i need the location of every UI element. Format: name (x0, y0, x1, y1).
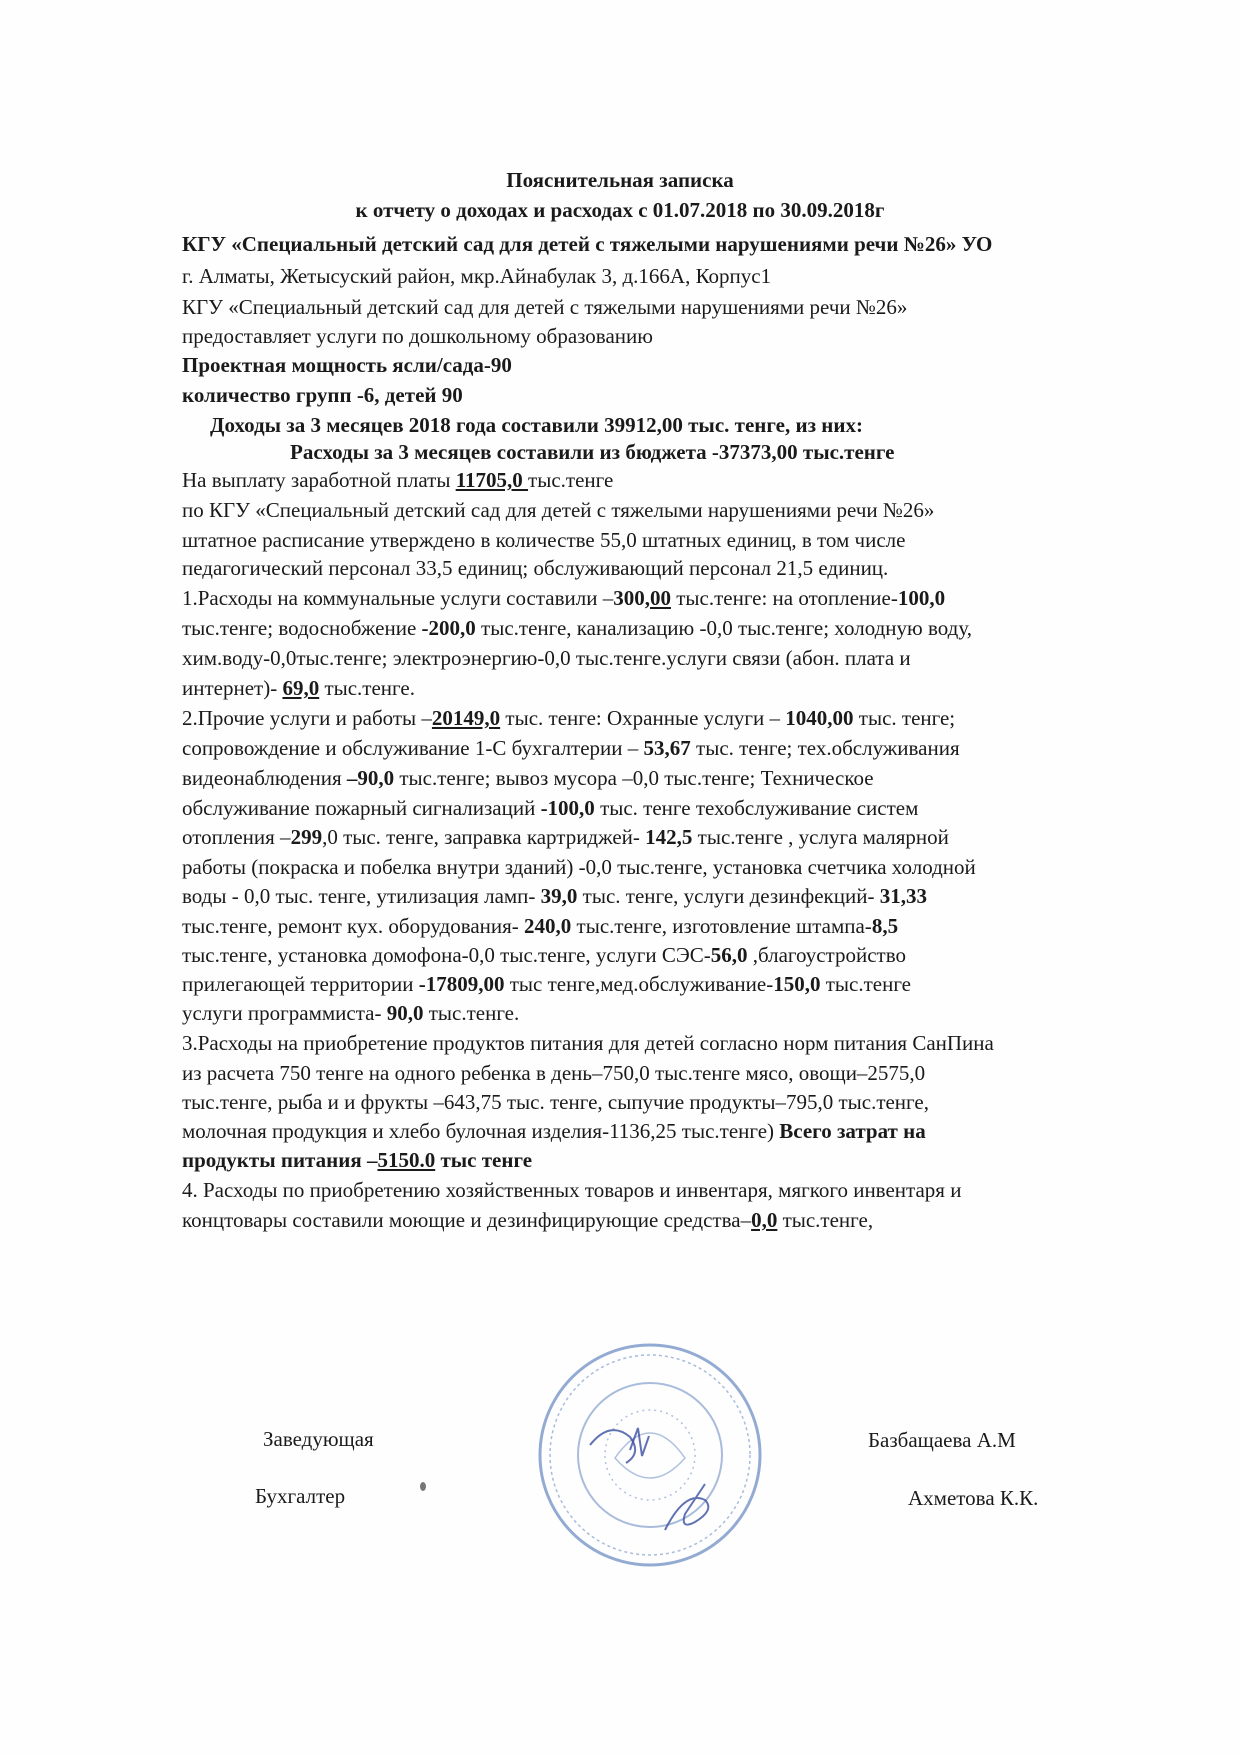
expenses-line: Расходы за 3 месяцев составили из бюджета -37373,00 тыс.тенге (290, 440, 895, 464)
section3-line3: тыс.тенге, рыба и и фрукты –643,75 тыс. тенге, сыпучие продукты–795,0 тыс.тенге, (182, 1090, 929, 1114)
section2-line1: 2.Прочие услуги и работы –20149,0 тыс. тенге: Охранные услуги – 1040,00 тыс. тенге; (182, 706, 956, 730)
section4-line2: концтовары составили моющие и дезинфицирующие средства–0,0 тыс.тенге, (182, 1208, 874, 1232)
section1-line2: тыс.тенге; водоснобжение -200,0 тыс.тенге, канализацию -0,0 тыс.тенге; холодную воду, (182, 616, 972, 640)
head-name: Базбащаева А.М (868, 1428, 1016, 1452)
official-stamp (535, 1340, 765, 1570)
section2-line9: тыс.тенге, установка домофона-0,0 тыс.тенге, услуги СЭС-56,0 ,благоустройство (182, 943, 906, 967)
groups-line: количество групп -6, детей 90 (182, 383, 463, 407)
section2-line5: отопления –299,0 тыс. тенге, заправка картриджей- 142,5 тыс.тенге , услуга малярной (182, 825, 949, 849)
section4-line1: 4. Расходы по приобретению хозяйственных товаров и инвентаря, мягкого инвентаря и (182, 1178, 962, 1202)
head-title: Заведующая (263, 1427, 374, 1451)
accountant-name: Ахметова К.К. (908, 1486, 1039, 1510)
section2-line7: воды - 0,0 тыс. тенге, утилизация ламп- 39,0 тыс. тенге, услуги дезинфекций- 31,33 (182, 884, 927, 908)
capacity-line: Проектная мощность ясли/сада-90 (182, 353, 512, 377)
section1-line3: хим.воду-0,0тыс.тенге; электроэнергию-0,0 тыс.тенге.услуги связи (абон. плата и (182, 646, 911, 670)
section3-line4: молочная продукция и хлебо булочная изделия-1136,25 тыс.тенге) Всего затрат на (182, 1119, 926, 1143)
section2-line10: прилегающей территории -17809,00 тыс тенге,мед.обслуживание-150,0 тыс.тенге (182, 972, 911, 996)
section3-line1: 3.Расходы на приобретение продуктов питания для детей согласно норм питания СанПина (182, 1031, 994, 1055)
section2-line3: видеонаблюдения –90,0 тыс.тенге; вывоз мусора –0,0 тыс.тенге; Техническое (182, 766, 874, 790)
ink-speck (420, 1482, 426, 1491)
staff-line: штатное расписание утверждено в количестве 55,0 штатных единиц, в том числе (182, 528, 906, 552)
section1-line1: 1.Расходы на коммунальные услуги составили –300,00 тыс.тенге: на отопление-100,0 (182, 586, 946, 610)
salary-line: На выплату заработной платы 11705,0 тыс.тенге (182, 468, 614, 492)
section1-line4: интернет)- 69,0 тыс.тенге. (182, 676, 415, 700)
org-line: КГУ «Специальный детский сад для детей с тяжелыми нарушениями речи №26» УО (182, 232, 993, 256)
section2-line8: тыс.тенге, ремонт кух. оборудования- 240,0 тыс.тенге, изготовление штампа-8,5 (182, 914, 899, 938)
doc-title: Пояснительная записка (506, 168, 734, 192)
services-line: предоставляет услуги по дошкольному образованию (182, 324, 653, 348)
section3-line2: из расчета 750 тенге на одного ребенка в день–750,0 тыс.тенге мясо, овощи–2575,0 (182, 1061, 926, 1085)
doc-subtitle: к отчету о доходах и расходах с 01.07.2018 по 30.09.2018г (355, 198, 885, 222)
salary-amount: 11705,0 (455, 468, 529, 492)
section2-line2: сопровождение и обслуживание 1-С бухгалтерии – 53,67 тыс. тенге; тех.обслуживания (182, 736, 960, 760)
section2-line4: обслуживание пожарный сигнализаций -100,0 тыс. тенге техобслуживание систем (182, 796, 919, 820)
section2-line11: услуги программиста- 90,0 тыс.тенге. (182, 1001, 520, 1025)
salary-org-line: по КГУ «Специальный детский сад для детей с тяжелыми нарушениями речи №26» (182, 498, 935, 522)
staff-detail-line: педагогический персонал 33,5 единиц; обслуживающий персонал 21,5 единиц. (182, 556, 889, 580)
section2-line6: работы (покраска и побелка внутри зданий) -0,0 тыс.тенге, установка счетчика холодной (182, 855, 976, 879)
accountant-title: Бухгалтер (255, 1484, 346, 1508)
income-line: Доходы за 3 месяцев 2018 года составили 39912,00 тыс. тенге, из них: (210, 413, 863, 437)
org-line-2: КГУ «Специальный детский сад для детей с тяжелыми нарушениями речи №26» (182, 295, 908, 319)
address-line: г. Алматы, Жетысуский район, мкр.Айнабулак 3, д.166А, Корпус1 (182, 264, 772, 288)
section3-line5: продукты питания –5150.0 тыс тенге (182, 1148, 533, 1172)
